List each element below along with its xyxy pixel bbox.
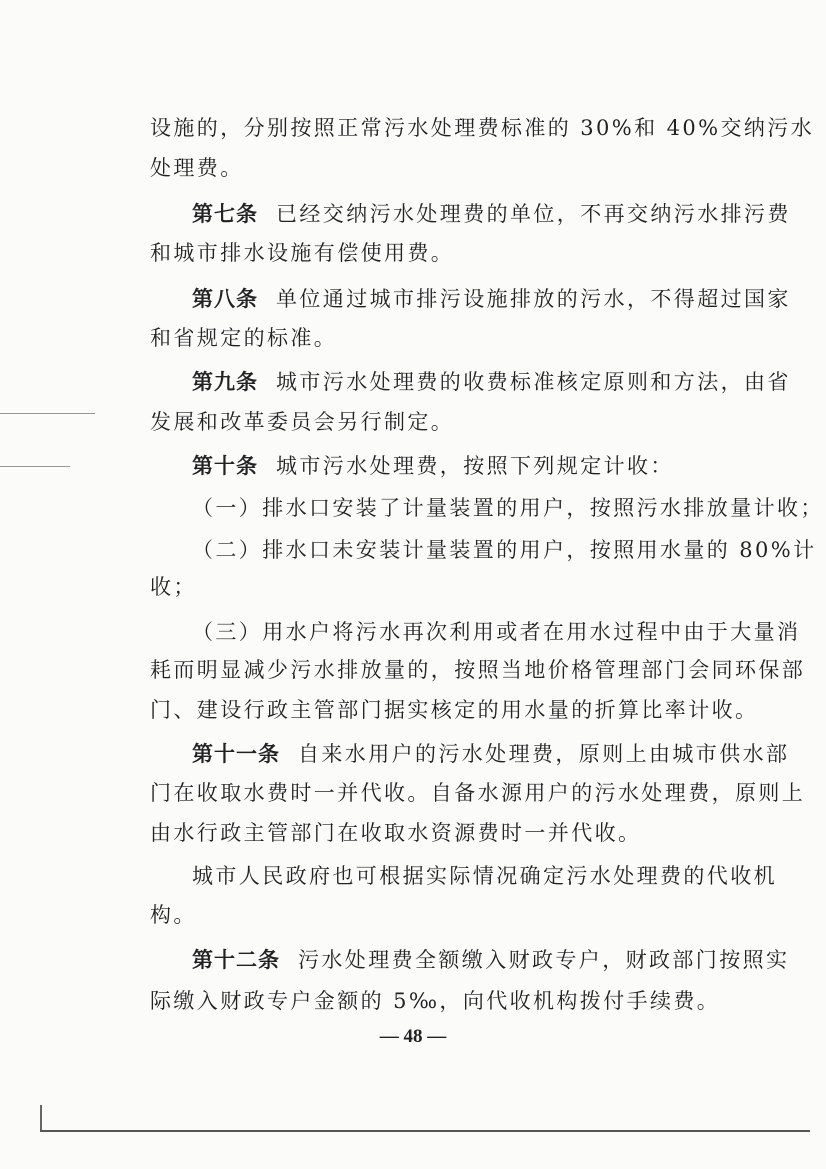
article-heading: 第十条	[192, 453, 258, 478]
paragraph-article-12	[192, 945, 790, 975]
paragraph-article-11	[192, 739, 790, 769]
text-line: 际缴入财政专户金额的 5‰，向代收机构拨付手续费。	[150, 989, 721, 1013]
text-line: 单位通过城市排污设施排放的污水，不得超过国家	[276, 287, 791, 311]
page-bottom-edge	[40, 1130, 810, 1132]
margin-mark	[0, 413, 95, 414]
text-line: 自来水用户的污水处理费，原则上由城市供水部	[298, 742, 790, 766]
article-heading: 第九条	[192, 369, 258, 394]
text-line: 收；	[150, 575, 197, 599]
page-edge-line	[40, 1105, 42, 1132]
paragraph-article-8	[192, 284, 791, 314]
text-line: 城市污水处理费的收费标准核定原则和方法，由省	[276, 370, 791, 394]
article-heading: 第七条	[192, 201, 258, 226]
text-line: 由水行政主管部门在收取水资源费时一并代收。	[150, 821, 642, 845]
text-line: （二）排水口未安装计量装置的用户，按照用水量的 80%计	[192, 538, 817, 562]
margin-mark	[0, 466, 70, 467]
paragraph-article-7	[192, 199, 791, 229]
text-line: 门、建设行政主管部门据实核定的用水量的折算比率计收。	[150, 698, 759, 722]
text-line: 已经交纳污水处理费的单位，不再交纳污水排污费	[276, 202, 791, 226]
page-number: — 48 —	[379, 1026, 447, 1047]
text-line: 耗而明显减少污水排放量的，按照当地价格管理部门会同环保部	[150, 658, 806, 682]
text-line: 城市人民政府也可根据实际情况确定污水处理费的代收机	[192, 864, 777, 888]
paragraph-article-9	[192, 367, 791, 397]
text-line: 污水处理费全额缴入财政专户，财政部门按照实	[298, 948, 790, 972]
text-line: 构。	[150, 903, 197, 927]
text-line: 和省规定的标准。	[150, 326, 338, 350]
paragraph-article-10	[192, 451, 782, 481]
text-line: 发展和改革委员会另行制定。	[150, 410, 455, 434]
text-line: 处理费。	[150, 156, 244, 180]
article-heading: 第十一条	[192, 741, 280, 766]
text-line: 和城市排水设施有偿使用费。	[150, 241, 455, 265]
text-line: （三）用水户将污水再次利用或者在用水过程中由于大量消	[192, 620, 801, 644]
article-heading: 第十二条	[192, 947, 280, 972]
text-line: 门在收取水费时一并代收。自备水源用户的污水处理费，原则上	[150, 781, 806, 805]
article-heading: 第八条	[192, 286, 258, 311]
text-line: 城市污水处理费，按照下列规定计收：	[276, 454, 674, 478]
text-line: （一）排水口安装了计量装置的用户，按照污水排放量计收；	[192, 496, 824, 520]
text-line: 设施的，分别按照正常污水处理费标准的 30%和 40%交纳污水	[150, 116, 815, 140]
